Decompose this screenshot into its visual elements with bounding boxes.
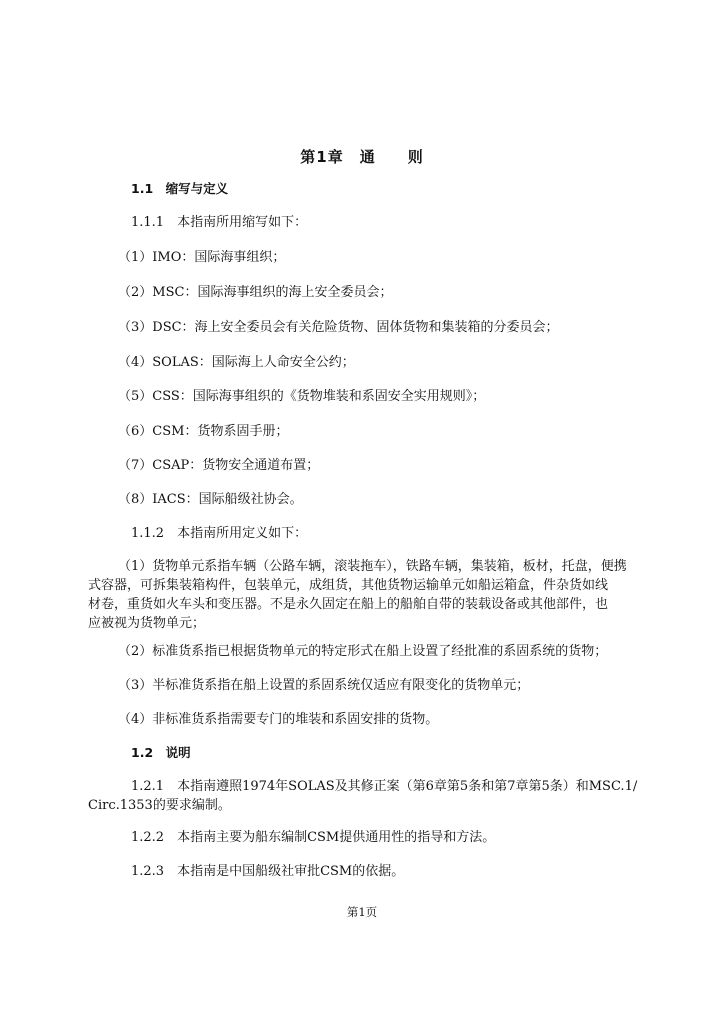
def3: （3）半标准货系指在船上设置的系固系统仅适应有限变化的货物单元； bbox=[118, 678, 530, 693]
chapter-title: 第1章 通 则 bbox=[300, 148, 424, 166]
clause-1-1-2: 1.1.2 本指南所用定义如下： bbox=[131, 526, 308, 541]
abbr-item-8-body: IACS：国际船级社协会。 bbox=[152, 492, 303, 507]
def1-line-4: 应被视为货物单元； bbox=[88, 616, 206, 631]
abbr-item-4 bbox=[118, 354, 355, 372]
abbr-item-5 bbox=[118, 388, 485, 406]
clause-1-2-1-line-1: 1.2.1 本指南遵照1974年SOLAS及其修正案（第6章第5条和第7章第5条）和MSC.1/ bbox=[131, 779, 638, 794]
abbr-item-4-body: SOLAS：国际海上人命安全公约； bbox=[152, 355, 355, 370]
def4: （4）非标准货系指需要专门的堆装和系固安排的货物。 bbox=[118, 712, 439, 727]
abbr-item-6-body: CSM：货物系固手册； bbox=[152, 424, 289, 439]
abbr-item-1-body: IMO：国际海事组织； bbox=[152, 250, 286, 265]
clause-1-2-2: 1.2.2 本指南主要为船东编制CSM提供通用性的指导和方法。 bbox=[131, 830, 496, 845]
abbr-item-4-num: （4） bbox=[118, 355, 153, 370]
section-1-1-heading: 1.1 缩写与定义 bbox=[131, 181, 229, 196]
def1-line-1: （1）货物单元系指车辆（公路车辆，滚装拖车），铁路车辆，集装箱，板材，托盘，便携 bbox=[118, 559, 627, 574]
abbr-item-7-num: （7） bbox=[118, 458, 153, 473]
abbr-item-1 bbox=[118, 249, 285, 267]
abbr-item-6 bbox=[118, 423, 288, 441]
clause-1-1-1: 1.1.1 本指南所用缩写如下： bbox=[131, 215, 308, 230]
section-1-2-heading: 1.2 说明 bbox=[131, 745, 191, 760]
clause-1-2-1-line-2: Circ.1353的要求编制。 bbox=[88, 798, 231, 813]
def1-line-3: 材卷，重货如火车头和变压器。不是永久固定在船上的船舶自带的装载设备或其他部件，也 bbox=[88, 597, 609, 612]
abbr-item-7 bbox=[118, 457, 319, 475]
abbr-item-3 bbox=[118, 319, 559, 337]
def2: （2）标准货系指已根据货物单元的特定形式在船上设置了经批准的系固系统的货物； bbox=[118, 644, 608, 659]
abbr-item-7-body: CSAP：货物安全通道布置； bbox=[152, 458, 320, 473]
abbr-item-2-body: MSC：国际海事组织的海上安全委员会； bbox=[152, 285, 393, 300]
abbr-item-2 bbox=[118, 284, 392, 302]
abbr-item-5-body: CSS：国际海事组织的《货物堆装和系固安全实用规则》； bbox=[152, 389, 486, 404]
abbr-item-8-num: （8） bbox=[118, 492, 153, 507]
abbr-item-6-num: （6） bbox=[118, 424, 153, 439]
abbr-item-8 bbox=[118, 491, 303, 509]
abbr-item-3-num: （3） bbox=[118, 320, 153, 335]
abbr-item-1-text: （1） bbox=[118, 250, 153, 265]
abbr-item-5-num: （5） bbox=[118, 389, 153, 404]
page-number: 第1页 bbox=[346, 905, 378, 919]
clause-1-2-3: 1.2.3 本指南是中国船级社审批CSM的依据。 bbox=[131, 864, 405, 879]
abbr-item-3-body: DSC：海上安全委员会有关危险货物、固体货物和集装箱的分委员会； bbox=[152, 320, 559, 335]
def1-line-2: 式容器，可拆集装箱构件，包装单元，成组货，其他货物运输单元如船运箱盒，件杂货如线 bbox=[88, 578, 609, 593]
abbr-item-2-num: （2） bbox=[118, 285, 153, 300]
